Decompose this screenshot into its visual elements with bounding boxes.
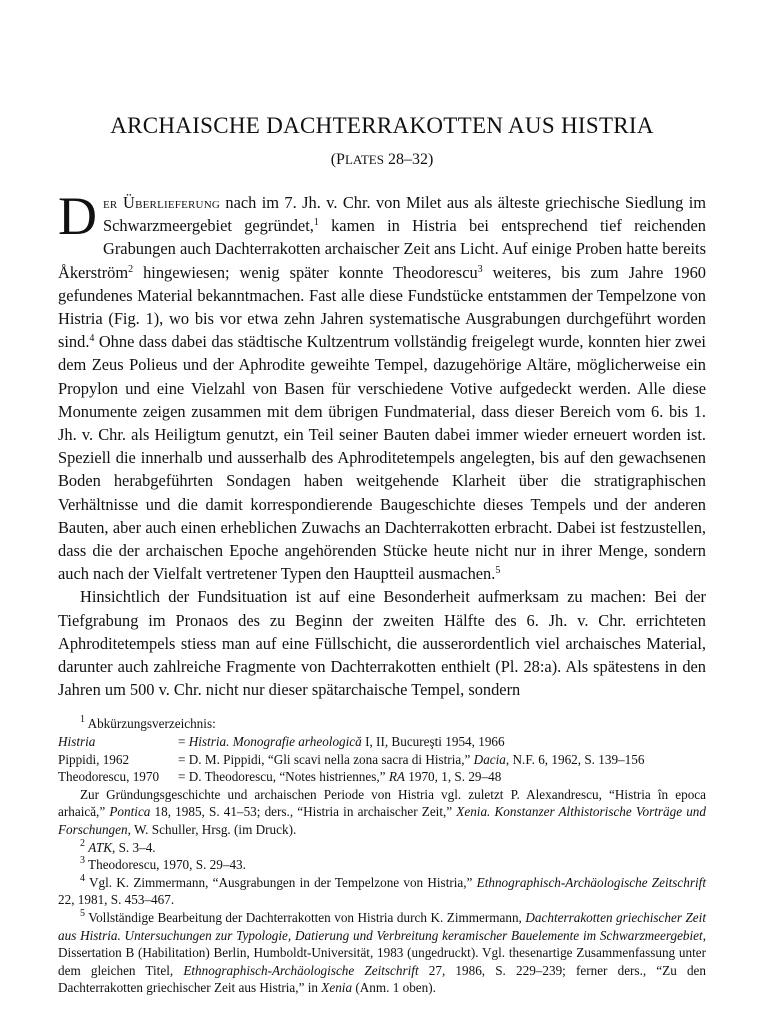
footnote-2 — [58, 839, 706, 857]
fn5-text-b: , Dissertation B (Habilitation) Berlin, Humboldt-Universität, 1983 (ungedruckt). Vgl. thesenartige Zusammenfassung unter dem gleichen Titel, — [58, 927, 706, 978]
abbr-value-text: 1970, 1, S. 29–48 — [404, 769, 502, 785]
fn3-text: Theodorescu, 1970, S. 29–43. — [85, 857, 246, 873]
footnote-1 — [58, 715, 706, 733]
para1-text-3: hingewiesen; wenig später konnte Theodorescu — [133, 262, 478, 282]
para1-text-5: Ohne dass dabei das städtische Kultzentrum vollständig freigelegt wurde, konnten hier zwei dem Zeus Polieus und der Aphrodite geweihte Tempel, dazugehörige Altäre, möglicherweise ein Propylon und eine Vielzahl von Basen für verschiedene Votive aufgedeckt werden. Alle diese Monumente zeigen zusammen mit dem übrigen Fundmaterial, dass dieser Bereich vom 6. bis 1. Jh. v. Chr. als Heiligtum genutzt, ein Teil seiner Bauten dabei immer wieder erneuert worden ist. Speziell die innerhalb und ausserhalb des Aphroditetempels angelegten, bis auf den gewachsenen Boden herabgeführten Sondagen haben weitgehende Klarheit über die stratigraphischen Verhältnisse und die damit korrespondierende Baugeschichte dieses Tempels und der anderen Bauten, aber auch einen erheblichen Zuwachs an Dachterrakotten erbracht. Dabei ist festzustellen, dass die der archaischen Epoche angehörenden Stücke heute nicht nur in ihrer Menge, sondern auch nach der Vielfalt vertretener Typen den Hauptteil ausmachen. — [58, 332, 706, 584]
abbr-key — [58, 733, 178, 751]
fn4-text-b: 22, 1981, S. 453–467. — [58, 892, 175, 908]
footnote-1-number: 1 — [80, 714, 85, 726]
footnote-2-number: 2 — [80, 837, 85, 849]
abbr-eq: = — [178, 751, 189, 767]
abbr-key-text: Histria — [58, 734, 96, 750]
abbr-value-text: D. Theodorescu, “Notes histriennes,” — [188, 769, 389, 785]
abbr-eq: = — [178, 734, 189, 750]
plates-reference — [58, 148, 706, 172]
fn5-italic-1: Dachterrakotten griechischer Zeit aus Histria. Untersuchungen zur Typologie, Datierung und Verbreitung keramischer Bauelemente im Schwarzmeergebiet — [58, 910, 706, 943]
fn5-italic-3: Xenia — [321, 980, 353, 996]
footnotes — [58, 715, 706, 997]
article-title: ARCHAISCHE DACHTERRAKOTTEN AUS HISTRIA — [110, 113, 654, 138]
footnote-ref-5: 5 — [495, 565, 501, 577]
abbr-key: Theodorescu, 1970 — [58, 769, 160, 785]
plates-range: 28–32) — [383, 151, 434, 168]
para1-text-2: kamen in Histria bei entsprechend tief reichenden Grabungen auch Dachterrakotten archaischer Zeit ans Licht. Auf einige Proben hatte bereits Åkerström — [58, 216, 706, 282]
fn4-italic: Ethnographisch-Archäologische Zeitschrift — [476, 874, 707, 890]
fn4-text-a: Vgl. K. Zimmermann, “Ausgrabungen in der Tempelzone von Histria,” — [85, 874, 477, 890]
paragraph-2: Hinsichtlich der Fundsituation ist auf eine Besonderheit aufmerksam zu machen: Bei der Tiefgrabung im Pronaos des zu Beginn der zweiten Hälfte des 6. Jh. v. Chr. errichteten Aphroditetempels stiess man auf eine Füllschicht, die ausserordentlich viel archaisches Material, darunter auch zahlreiche Fragmente von Dachterrakotten enthielt (Pl. 28:a). Als spätestens in den Jahren um 500 v. Chr. nicht nur dieser spätarchaische Tempel, sondern — [58, 587, 706, 700]
abbr-key: Pippidi, 1962 — [58, 751, 130, 767]
fn1-italic-1: Pontica — [109, 804, 151, 820]
plates-open: ( — [330, 151, 337, 168]
abbr-value-text: D. M. Pippidi, “Gli scavi nella zona sacra di Histria,” — [188, 751, 474, 767]
abbr-value — [178, 733, 706, 751]
footnote-5 — [58, 909, 706, 997]
footnote-4 — [58, 874, 706, 909]
paragraph-1 — [58, 186, 706, 585]
abbr-value-text: I, II, Bucureşti 1954, 1966 — [361, 734, 505, 750]
fn2-text: , S. 3–4. — [112, 839, 156, 855]
fn5-italic-2: Ethnographisch-Archäologische Zeitschrift — [183, 962, 419, 978]
fn5-text-c: 27, 1986, S. 229–239; ferner ders., “Zu den Dachterrakotten griechischer Zeit aus Histria,” in — [58, 962, 707, 996]
footnote-4-number: 4 — [80, 872, 85, 884]
article-body — [58, 186, 706, 701]
footnote-3-number: 3 — [80, 855, 85, 867]
fn1-text-a: Zur Gründungsgeschichte und archaischen Periode von Histria vgl. zuletzt P. Alexandrescu, “Histria în epoca arhaică,” — [58, 786, 706, 820]
abbr-row — [58, 733, 706, 751]
footnote-1-heading: Abkürzungsverzeichnis: — [85, 716, 216, 732]
para1-text-4: weiteres, bis zum Jahre 1960 gefundenes Material bekanntmachen. Fast alle diese Fundstücke entstammen der Tempelzone von Histria (Fig. 1), wo bis vor etwa zehn Jahren systematische Ausgrabungen durchgeführt worden sind. — [58, 262, 706, 352]
footnote-3 — [58, 856, 706, 874]
footnote-5-number: 5 — [80, 908, 85, 919]
footnote-ref-3: 3 — [477, 263, 483, 275]
abbr-value-italic: Dacia — [473, 751, 506, 767]
plates-small: LATES — [344, 152, 384, 167]
abbr-value — [178, 751, 706, 769]
abbr-row — [58, 768, 706, 786]
abbr-value-text: , N.F. 6, 1962, S. 139–156 — [505, 751, 645, 767]
fn2-italic: ATK — [88, 839, 112, 855]
fn1-italic-2: Xenia. Konstanzer Althistorische Vorträge und Forschungen — [58, 804, 706, 838]
article-page — [58, 104, 706, 997]
footnote-ref-2: 2 — [128, 263, 134, 275]
plates-cap: P — [336, 151, 345, 168]
fn5-text-d: (Anm. 1 oben). — [352, 980, 436, 996]
fn1-text-b: 18, 1985, S. 41–53; ders., “Histria in archaischer Zeit,” — [150, 804, 457, 820]
drop-cap: D — [58, 186, 97, 246]
abbr-value — [178, 768, 706, 786]
abbr-eq: = — [178, 769, 189, 785]
abbr-row — [58, 751, 706, 769]
abbr-value-italic: RA — [388, 769, 405, 785]
lead-words: er Überlieferung — [103, 193, 220, 212]
footnote-ref-1: 1 — [313, 217, 319, 229]
fn5-text-a: Vollständige Bearbeitung der Dachterrakotten von Histria durch K. Zimmermann, — [85, 910, 526, 925]
abbr-value-italic: Histria. Monografie arheologică — [188, 734, 362, 750]
fn1-text-c: , W. Schuller, Hrsg. (im Druck). — [127, 822, 297, 838]
footnote-1-continuation — [58, 786, 706, 839]
para1-text-1: nach im 7. Jh. v. Chr. von Milet aus als älteste griechische Siedlung im Schwarzmeergebiet gegründet, — [103, 193, 706, 236]
footnote-ref-4: 4 — [89, 333, 95, 345]
